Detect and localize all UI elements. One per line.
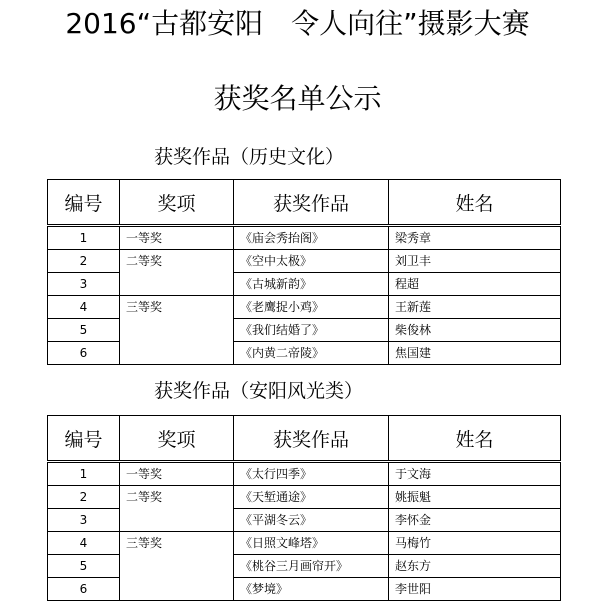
cell-work: 《老鹰捉小鸡》 <box>234 296 389 319</box>
cell-work: 《内黄二帝陵》 <box>234 342 389 365</box>
cell-number: 4 <box>48 296 120 319</box>
cell-number: 5 <box>48 319 120 342</box>
column-header-name: 姓名 <box>389 416 561 462</box>
award-table-anyang-scenery <box>47 415 561 601</box>
award-table-history-culture <box>47 179 561 365</box>
cell-prize: 三等奖 <box>120 296 234 365</box>
cell-work: 《平湖冬云》 <box>234 509 389 532</box>
cell-work: 《空中太极》 <box>234 250 389 273</box>
cell-name: 程超 <box>389 273 561 296</box>
table-row <box>48 486 561 509</box>
cell-prize: 一等奖 <box>120 462 234 486</box>
cell-work: 《我们结婚了》 <box>234 319 389 342</box>
cell-number: 6 <box>48 342 120 365</box>
cell-number: 1 <box>48 462 120 486</box>
table-header-row <box>48 180 561 226</box>
cell-name: 马梅竹 <box>389 532 561 555</box>
cell-name: 刘卫丰 <box>389 250 561 273</box>
section-title-anyang-scenery: 获奖作品（安阳风光类） <box>154 380 364 402</box>
table-row <box>48 296 561 319</box>
column-header-prize: 奖项 <box>120 416 234 462</box>
cell-prize: 二等奖 <box>120 486 234 532</box>
cell-prize: 三等奖 <box>120 532 234 601</box>
section-title-history-culture: 获奖作品（历史文化） <box>154 146 345 168</box>
cell-number: 2 <box>48 250 120 273</box>
cell-work: 《天堑通途》 <box>234 486 389 509</box>
cell-name: 李世阳 <box>389 578 561 601</box>
cell-work: 《太行四季》 <box>234 462 389 486</box>
cell-name: 柴俊林 <box>389 319 561 342</box>
cell-work: 《桃谷三月画帘开》 <box>234 555 389 578</box>
column-header-work: 获奖作品 <box>234 180 389 226</box>
cell-number: 3 <box>48 273 120 296</box>
cell-name: 王新莲 <box>389 296 561 319</box>
table-row <box>48 226 561 250</box>
cell-name: 姚振魁 <box>389 486 561 509</box>
cell-prize: 二等奖 <box>120 250 234 296</box>
cell-number: 2 <box>48 486 120 509</box>
column-header-number: 编号 <box>48 180 120 226</box>
cell-name: 于文海 <box>389 462 561 486</box>
page-subtitle: 获奖名单公示 <box>213 82 382 115</box>
cell-work: 《庙会秀抬阁》 <box>234 226 389 250</box>
column-header-name: 姓名 <box>389 180 561 226</box>
cell-number: 1 <box>48 226 120 250</box>
cell-prize: 一等奖 <box>120 226 234 250</box>
cell-name: 梁秀章 <box>389 226 561 250</box>
cell-name: 焦国建 <box>389 342 561 365</box>
column-header-prize: 奖项 <box>120 180 234 226</box>
column-header-work: 获奖作品 <box>234 416 389 462</box>
table-row <box>48 462 561 486</box>
page-title: 2016“古都安阳 令人向往”摄影大赛 <box>65 7 530 40</box>
cell-number: 3 <box>48 509 120 532</box>
cell-number: 4 <box>48 532 120 555</box>
cell-work: 《日照文峰塔》 <box>234 532 389 555</box>
table-header-row <box>48 416 561 462</box>
table-row <box>48 532 561 555</box>
cell-name: 李怀金 <box>389 509 561 532</box>
cell-work: 《古城新韵》 <box>234 273 389 296</box>
table-row <box>48 250 561 273</box>
cell-number: 6 <box>48 578 120 601</box>
cell-name: 赵东方 <box>389 555 561 578</box>
column-header-number: 编号 <box>48 416 120 462</box>
cell-work: 《梦境》 <box>234 578 389 601</box>
cell-number: 5 <box>48 555 120 578</box>
